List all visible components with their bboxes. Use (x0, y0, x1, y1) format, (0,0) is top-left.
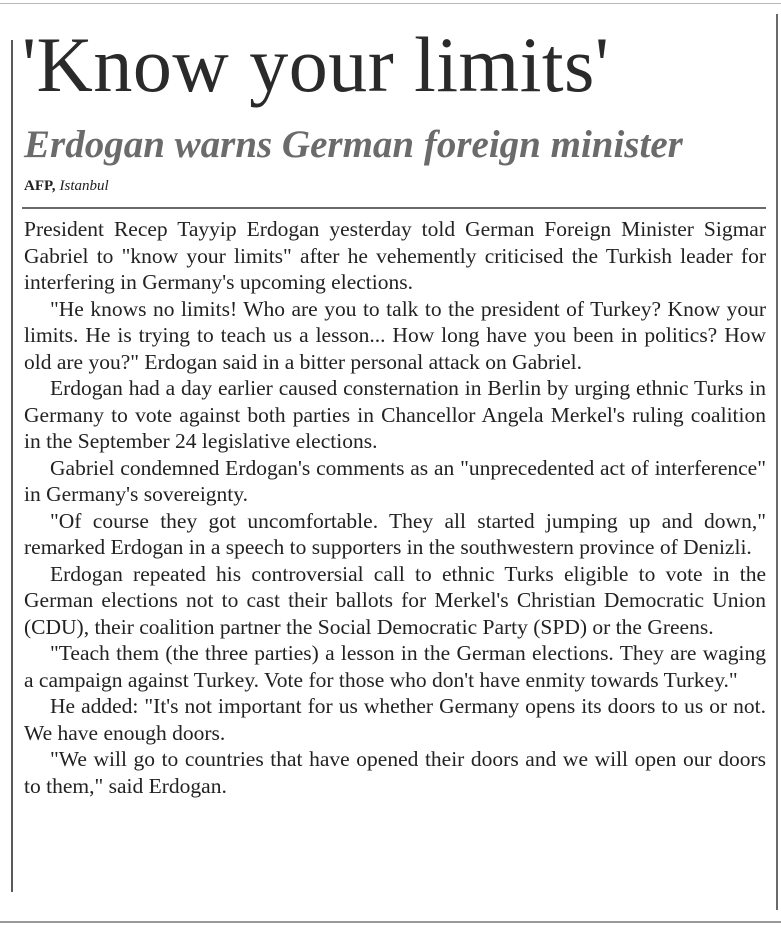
article-paragraph: "He knows no limits! Who are you to talk to the president of Turkey? Know your limits. He is trying to teach us a lesson... How long have you been in politics? How old are you?" Erdogan said in a bitter personal attack on Gabriel. (24, 296, 766, 374)
byline-agency: AFP, (24, 178, 56, 194)
article-paragraph: He added: "It's not important for us whether Germany opens its doors to us or not. We have enough doors. (24, 694, 766, 745)
subheadline: Erdogan warns German foreign minister (24, 123, 683, 166)
byline (24, 176, 109, 196)
article-paragraph: "We will go to countries that have opened their doors and we will open our doors to them," said Erdogan. (24, 747, 766, 798)
article-paragraph: "Of course they got uncomfortable. They all started jumping up and down," remarked Erdogan in a speech to supporters in the southwestern province of Denizli. (24, 508, 766, 559)
article-paragraph: Gabriel condemned Erdogan's comments as an "unprecedented act of interference" in Germany's sovereignty. (24, 455, 766, 506)
article-paragraph: "Teach them (the three parties) a lesson in the German elections. They are waging a campaign against Turkey. Vote for those who don't have enmity towards Turkey." (24, 641, 766, 692)
article-paragraph: Erdogan repeated his controversial call to ethnic Turks eligible to vote in the German elections not to cast their ballots for Merkel's Christian Democratic Union (CDU), their coalition partner the Social Democratic Party (SPD) or the Greens. (24, 561, 766, 639)
left-column-rule (11, 40, 13, 892)
byline-location: Istanbul (59, 178, 109, 194)
article-body (24, 216, 766, 799)
bottom-border (0, 921, 781, 923)
top-border (0, 3, 781, 4)
article-paragraph: Erdogan had a day earlier caused consternation in Berlin by urging ethnic Turks in Germany to vote against both parties in Chancellor Angela Merkel's ruling coalition in the September 24 legislative elections. (24, 376, 766, 453)
right-column-rule (776, 14, 778, 910)
article-paragraph: President Recep Tayyip Erdogan yesterday told German Foreign Minister Sigmar Gabriel to "know your limits" after he vehemently criticised the Turkish leader for interfering in Germany's upcoming elections. (24, 217, 766, 294)
headline: 'Know your limits' (22, 21, 610, 108)
byline-divider (22, 207, 766, 209)
